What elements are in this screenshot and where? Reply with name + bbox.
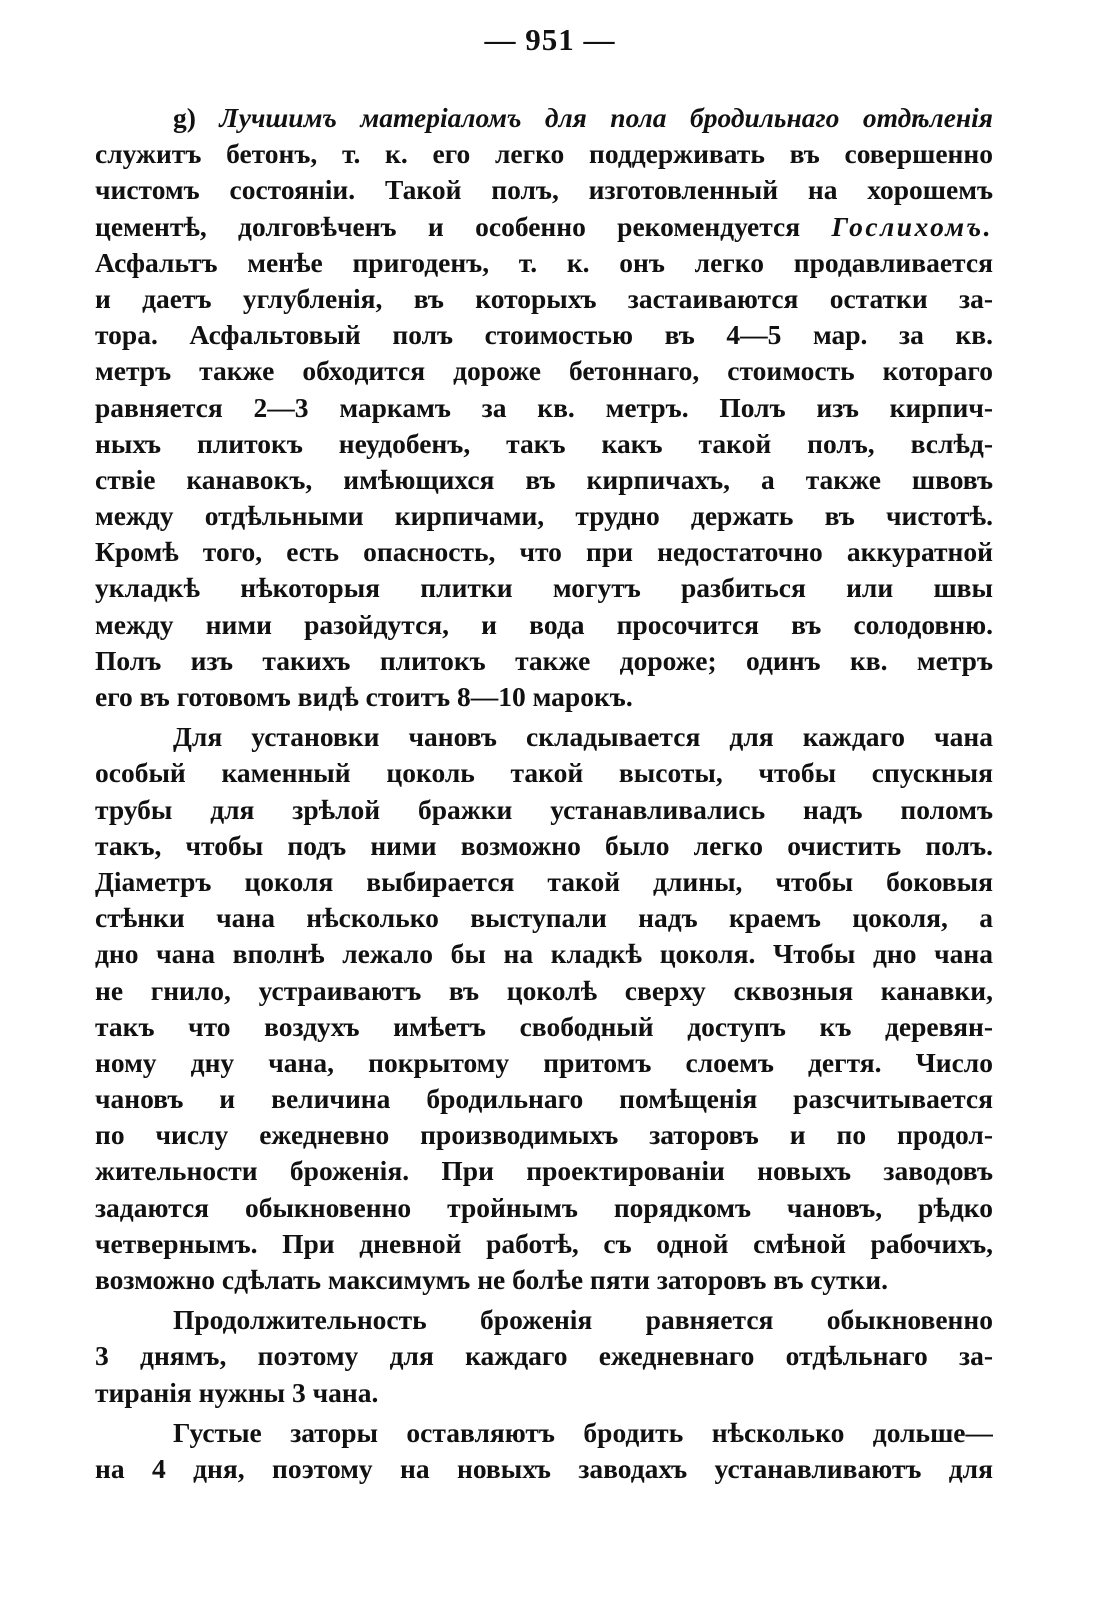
text-line bbox=[95, 498, 993, 534]
text-segment: ствіе канавокъ, имѣющихся въ кирпичахъ, а также швовъ bbox=[95, 463, 993, 495]
emphasized-name: Гослихомъ. bbox=[831, 210, 993, 242]
text-line bbox=[95, 1117, 993, 1153]
text-segment: 3 днямъ, поэтому для каждаго ежедневнаго отдѣльнаго за- bbox=[95, 1340, 993, 1372]
text-line bbox=[95, 426, 993, 462]
text-segment: четвернымъ. При дневной работѣ, съ одной смѣной рабочихъ, bbox=[95, 1227, 993, 1259]
text-line bbox=[95, 1226, 993, 1262]
text-segment: задаются обыкновенно тройнымъ порядкомъ чановъ, рѣдко bbox=[95, 1191, 993, 1223]
text-line bbox=[95, 679, 993, 715]
text-line bbox=[95, 1338, 993, 1374]
text-segment: тора. Асфальтовый полъ стоимостью въ 4—5 мар. за кв. bbox=[95, 319, 993, 351]
body-text bbox=[95, 100, 993, 1487]
text-line bbox=[95, 1081, 993, 1117]
text-segment: Діаметръ цоколя выбирается такой длины, чтобы боковыя bbox=[95, 865, 993, 897]
text-line bbox=[95, 570, 993, 606]
italic-heading: Лучшимъ матеріаломъ для пола бродильнаго отдѣленія bbox=[219, 102, 993, 133]
text-line bbox=[95, 1190, 993, 1226]
text-segment: Кромѣ того, есть опасность, что при недостаточно аккуратной bbox=[95, 536, 993, 568]
text-line bbox=[95, 719, 993, 755]
text-line bbox=[95, 1009, 993, 1045]
text-line bbox=[95, 245, 993, 281]
text-segment: особый каменный цоколь такой высоты, чтобы спускныя bbox=[95, 757, 993, 789]
text-segment: дно чана вполнѣ лежало бы на кладкѣ цоколя. Чтобы дно чана bbox=[95, 938, 993, 970]
text-line bbox=[95, 353, 993, 389]
text-line bbox=[95, 973, 993, 1009]
text-segment: равняется 2—3 маркамъ за кв. метръ. Полъ изъ кирпич- bbox=[95, 391, 993, 423]
text-line bbox=[95, 1451, 993, 1487]
text-line bbox=[95, 462, 993, 498]
text-line bbox=[95, 1302, 993, 1338]
text-line bbox=[95, 1262, 993, 1298]
text-segment: и даетъ углубленія, въ которыхъ застаиваются остатки за- bbox=[95, 282, 993, 314]
text-line bbox=[95, 828, 993, 864]
text-line bbox=[95, 936, 993, 972]
text-line bbox=[95, 317, 993, 353]
text-line bbox=[95, 864, 993, 900]
text-segment: его въ готовомъ видѣ стоитъ 8—10 марокъ. bbox=[95, 681, 633, 712]
text-segment: Полъ изъ такихъ плитокъ также дороже; одинъ кв. метръ bbox=[95, 644, 993, 676]
text-line bbox=[95, 643, 993, 679]
text-segment: такъ, чтобы подъ ними возможно было легко очистить полъ. bbox=[95, 829, 993, 861]
text-line bbox=[95, 209, 993, 245]
text-segment: ныхъ плитокъ неудобенъ, такъ какъ такой полъ, вслѣд- bbox=[95, 427, 993, 459]
text-line bbox=[95, 100, 993, 136]
text-segment: трубы для зрѣлой бражки устанавливались надъ поломъ bbox=[95, 793, 993, 825]
text-segment: укладкѣ нѣкоторыя плитки могутъ разбиться или швы bbox=[95, 572, 993, 604]
text-line bbox=[95, 136, 993, 172]
text-segment: Густые заторы оставляютъ бродить нѣсколько дольше— bbox=[173, 1416, 993, 1448]
text-line bbox=[95, 900, 993, 936]
text-segment: на 4 дня, поэтому на новыхъ заводахъ устанавливаютъ для bbox=[95, 1452, 993, 1484]
text-line bbox=[95, 281, 993, 317]
text-segment: между ними разойдутся, и вода просочится въ солодовню. bbox=[95, 608, 993, 640]
text-segment: по числу ежедневно производимыхъ заторовъ и по продол- bbox=[95, 1119, 993, 1151]
text-segment: g) bbox=[173, 102, 220, 133]
text-line bbox=[95, 607, 993, 643]
text-line bbox=[95, 172, 993, 208]
text-segment: чановъ и величина бродильнаго помѣщенія разсчитывается bbox=[95, 1083, 993, 1115]
text-line bbox=[95, 1045, 993, 1081]
text-segment: Асфальтъ менѣе пригоденъ, т. к. онъ легко продавливается bbox=[95, 246, 993, 278]
text-segment: не гнило, устраиваютъ въ цоколѣ сверху сквозныя канавки, bbox=[95, 974, 993, 1006]
text-segment: такъ что воздухъ имѣетъ свободный доступъ къ деревян- bbox=[95, 1010, 993, 1042]
text-segment: чистомъ состояніи. Такой полъ, изготовленный на хорошемъ bbox=[95, 174, 993, 206]
text-segment: цементѣ, долговѣченъ и особенно рекомендуется bbox=[95, 210, 832, 242]
text-segment: жительности броженія. При проектированіи новыхъ заводовъ bbox=[95, 1155, 993, 1187]
text-line bbox=[95, 755, 993, 791]
text-segment: метръ также обходится дороже бетоннаго, стоимость котораго bbox=[95, 355, 993, 387]
text-line bbox=[95, 792, 993, 828]
text-line bbox=[95, 1375, 993, 1411]
text-segment: Для установки чановъ складывается для каждаго чана bbox=[173, 721, 993, 753]
text-segment: Продолжительность броженія равняется обыкновенно bbox=[173, 1304, 993, 1336]
text-segment: ному дну чана, покрытому притомъ слоемъ дегтя. Число bbox=[95, 1046, 993, 1078]
page-number: — 951 — bbox=[484, 22, 616, 57]
text-line bbox=[95, 390, 993, 426]
text-line bbox=[95, 1153, 993, 1189]
text-segment: стѣнки чана нѣсколько выступали надъ краемъ цоколя, а bbox=[95, 902, 993, 934]
text-segment: возможно сдѣлать максимумъ не болѣе пяти заторовъ въ сутки. bbox=[95, 1264, 889, 1295]
text-segment: служитъ бетонъ, т. к. его легко поддерживать въ совершенно bbox=[95, 138, 993, 170]
text-line bbox=[95, 1415, 993, 1451]
text-segment: тиранія нужны 3 чана. bbox=[95, 1376, 379, 1408]
text-line bbox=[95, 534, 993, 570]
text-segment: между отдѣльными кирпичами, трудно держать въ чистотѣ. bbox=[95, 500, 993, 532]
